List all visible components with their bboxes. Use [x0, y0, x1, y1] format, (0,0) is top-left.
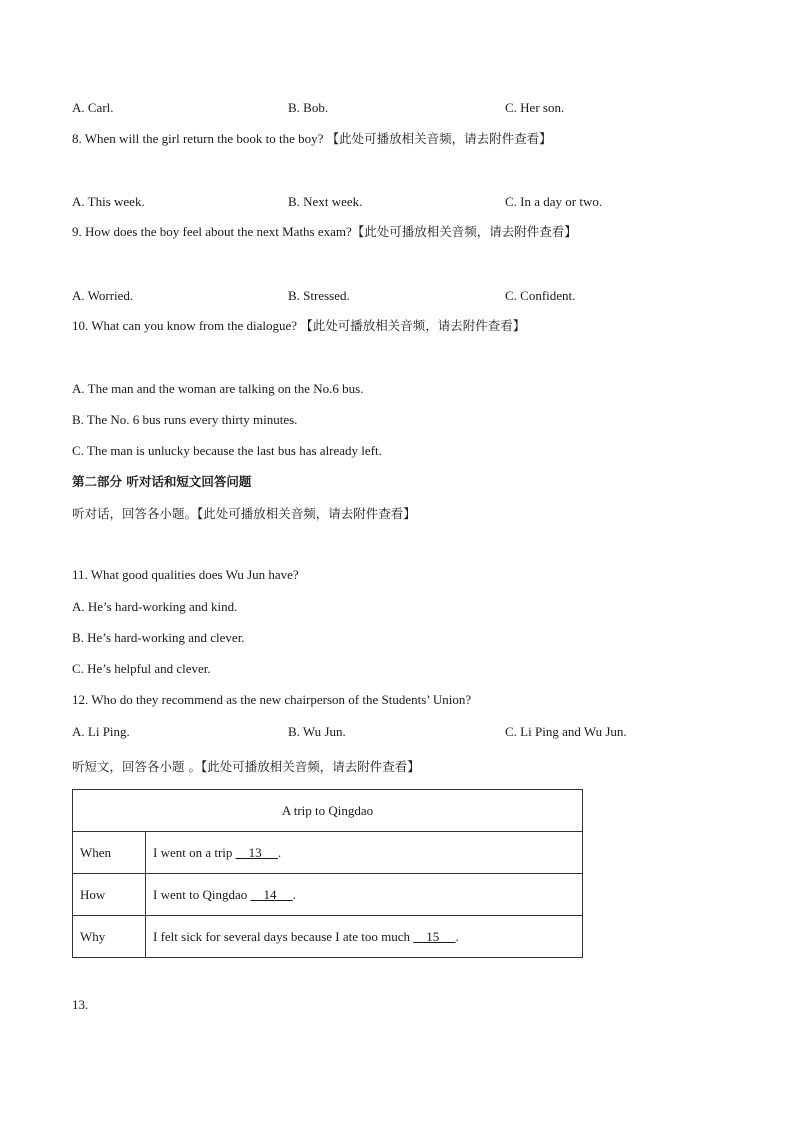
q7-option-b: B. Bob. — [288, 100, 329, 115]
row-content-how — [146, 874, 583, 916]
row-label-why: Why — [73, 916, 146, 958]
row-content-when — [146, 832, 583, 874]
q8-option-a: A. This week. — [72, 194, 145, 209]
q9-option-a: A. Worried. — [72, 288, 134, 303]
q9-audio-note: 【此处可播放相关音频，请去附件查看】 — [351, 224, 577, 239]
q8-question-text: 8. When will the girl return the book to the boy? — [72, 131, 327, 146]
trip-table — [72, 789, 583, 958]
row-how-text: I went to Qingdao — [153, 886, 251, 902]
row-label-how: How — [73, 874, 146, 916]
q9-option-c: C. Confident. — [505, 288, 576, 303]
q13-number: 13. — [72, 997, 89, 1012]
q10-option-b: B. The No. 6 bus runs every thirty minutes. — [72, 412, 298, 427]
row-how-end: . — [292, 886, 296, 902]
q11-option-a: A. He’s hard-working and kind. — [72, 599, 238, 614]
q11-option-c: C. He’s helpful and clever. — [72, 661, 211, 676]
q12-question: 12. Who do they recommend as the new chairperson of the Students’ Union? — [72, 692, 472, 707]
q12-option-b: B. Wu Jun. — [288, 724, 346, 739]
table-row — [73, 874, 583, 916]
q10-question — [72, 318, 525, 334]
part2-instruction: 听对话，回答各小题。【此处可播放相关音频，请去附件查看】 — [72, 506, 416, 521]
row-label-when: When — [73, 832, 146, 874]
passage-instruction: 听短文，回答各小题 。【此处可播放相关音频，请去附件查看】 — [72, 759, 420, 774]
table-title: A trip to Qingdao — [73, 790, 583, 832]
table-row — [73, 832, 583, 874]
table-header-row — [73, 790, 583, 832]
q11-question: 11. What good qualities does Wu Jun have? — [72, 567, 299, 582]
row-why-end: . — [455, 928, 459, 944]
blank-13: 13 — [235, 844, 278, 860]
q10-question-text: 10. What can you know from the dialogue? — [72, 318, 301, 333]
part2-heading: 第二部分 听对话和短文回答问题 — [72, 474, 252, 489]
row-when-end: . — [277, 844, 282, 860]
q10-audio-note: 【此处可播放相关音频，请去附件查看】 — [300, 318, 526, 333]
q12-option-a: A. Li Ping. — [72, 724, 130, 739]
q7-option-c: C. Her son. — [505, 100, 565, 115]
row-when-text: I went on a trip — [153, 844, 236, 860]
q8-question — [72, 131, 552, 147]
q12-option-c: C. Li Ping and Wu Jun. — [505, 724, 627, 739]
row-content-why — [146, 916, 583, 958]
q7-option-a: A. Carl. — [72, 100, 114, 115]
q10-option-a: A. The man and the woman are talking on the No.6 bus. — [72, 381, 364, 396]
q9-question — [72, 224, 577, 240]
q8-audio-note: 【此处可播放相关音频，请去附件查看】 — [326, 131, 552, 146]
blank-14: 14 — [250, 886, 293, 902]
row-why-text: I felt sick for several days because I ate too much — [153, 928, 414, 944]
q9-question-text: 9. How does the boy feel about the next Maths exam? — [72, 224, 352, 239]
q8-option-c: C. In a day or two. — [505, 194, 603, 209]
blank-15: 15 — [413, 928, 456, 944]
q9-option-b: B. Stressed. — [288, 288, 350, 303]
table-row — [73, 916, 583, 958]
q11-option-b: B. He’s hard-working and clever. — [72, 630, 245, 645]
q8-option-b: B. Next week. — [288, 194, 363, 209]
q10-option-c: C. The man is unlucky because the last bus has already left. — [72, 443, 382, 458]
